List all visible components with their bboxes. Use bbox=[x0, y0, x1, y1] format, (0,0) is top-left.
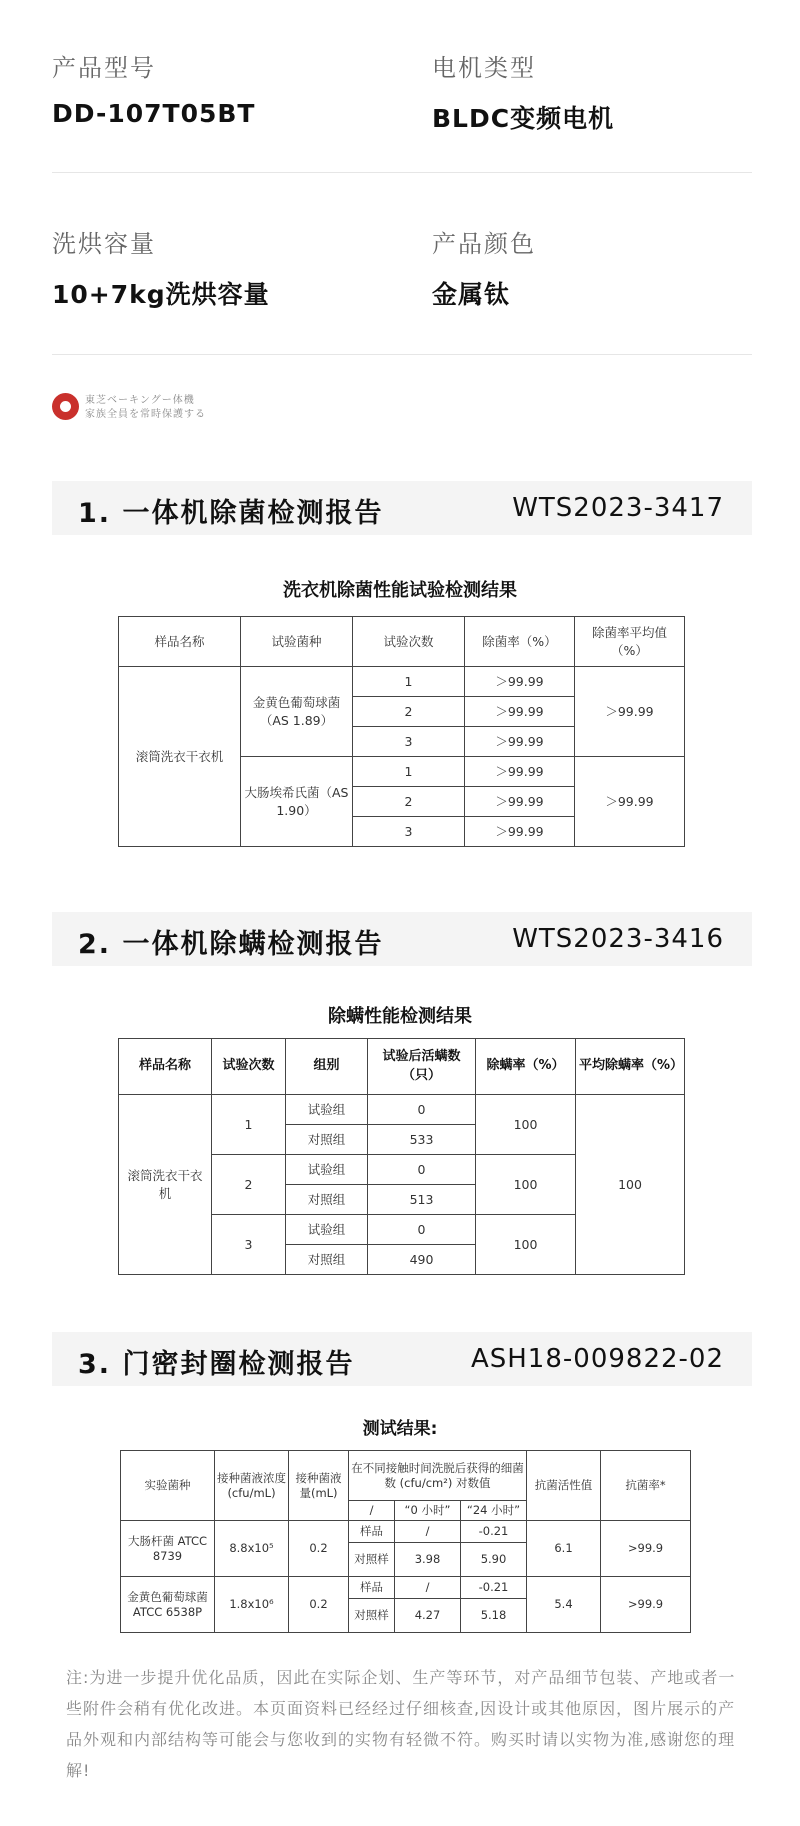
section-header-mite-removal bbox=[52, 912, 752, 966]
strain-name: 金黄色葡萄球菌（AS 1.89） bbox=[241, 667, 353, 757]
col-header: 样品名称 bbox=[119, 617, 241, 667]
trial-number: 2 bbox=[212, 1155, 286, 1215]
average-rate: ＞99.99 bbox=[575, 757, 685, 847]
spec-row-1 bbox=[52, 48, 752, 138]
disclaimer-note: 注:为进一步提升优化品质，因此在实际企划、生产等环节，对产品细节包装、产地或者一些附件会稍有优化改进。本页面资料已经经过仔细核查,因设计或其他原因，图片展示的产品外观和内部结构等可能会与您收到的实物有轻微不符。购买时请以实物为准,感谢您的理解! bbox=[66, 1668, 736, 1780]
section-title bbox=[78, 1342, 354, 1381]
divider bbox=[52, 172, 752, 173]
section-title bbox=[78, 922, 383, 961]
spec-motor bbox=[432, 48, 772, 135]
antibacterial-rate: >99.9 bbox=[601, 1521, 691, 1577]
mite-count: 490 bbox=[368, 1245, 476, 1275]
spec-model bbox=[52, 48, 392, 128]
removal-rate: 100 bbox=[476, 1155, 576, 1215]
count-24h: 5.90 bbox=[461, 1543, 527, 1577]
trial-number: 2 bbox=[353, 787, 465, 817]
count-0h: / bbox=[395, 1577, 461, 1599]
col-header: 试验次数 bbox=[353, 617, 465, 667]
removal-rate: 100 bbox=[476, 1095, 576, 1155]
trial-number: 3 bbox=[353, 727, 465, 757]
spec-label: 产品型号 bbox=[52, 54, 156, 82]
table-title: 除螨性能检测结果 bbox=[328, 1006, 472, 1027]
sample-type: 对照样 bbox=[349, 1543, 395, 1577]
group-name: 试验组 bbox=[286, 1215, 368, 1245]
trial-number: 2 bbox=[353, 697, 465, 727]
count-0h: 3.98 bbox=[395, 1543, 461, 1577]
trial-number: 1 bbox=[353, 667, 465, 697]
col-header: 试验菌种 bbox=[241, 617, 353, 667]
table-title: 测试结果: bbox=[362, 1419, 438, 1439]
count-24h: -0.21 bbox=[461, 1577, 527, 1599]
average-rate: 100 bbox=[576, 1095, 685, 1275]
table-row bbox=[121, 1577, 691, 1599]
strain-name: 大肠杆菌 ATCC 8739 bbox=[121, 1521, 215, 1577]
col-header: 平均除螨率（%） bbox=[576, 1039, 685, 1095]
col-header: 除菌率平均值（%） bbox=[575, 617, 685, 667]
spec-value: BLDC变频电机 bbox=[432, 104, 615, 133]
section-header-sterilization bbox=[52, 481, 752, 535]
removal-rate: ＞99.99 bbox=[465, 727, 575, 757]
brand-logo bbox=[52, 393, 352, 423]
col-subheader: “0 小时” bbox=[395, 1501, 461, 1521]
antibacterial-activity: 6.1 bbox=[527, 1521, 601, 1577]
count-24h: 5.18 bbox=[461, 1599, 527, 1633]
removal-rate: 100 bbox=[476, 1215, 576, 1275]
brand-logo-icon bbox=[52, 393, 79, 420]
spec-label: 洗烘容量 bbox=[52, 230, 156, 258]
table-row bbox=[119, 1095, 685, 1125]
col-header: 抗菌率* bbox=[601, 1451, 691, 1521]
brand-tagline-line2: 家族全員を常時保護する bbox=[85, 409, 206, 420]
table-row bbox=[119, 667, 685, 697]
col-header: 组别 bbox=[286, 1039, 368, 1095]
section-number: 1. bbox=[78, 498, 112, 529]
inoculum-volume: 0.2 bbox=[289, 1577, 349, 1633]
sample-type: 样品 bbox=[349, 1577, 395, 1599]
mite-count: 513 bbox=[368, 1185, 476, 1215]
section-number: 2. bbox=[78, 929, 112, 960]
col-header: 试验后活螨数（只） bbox=[368, 1039, 476, 1095]
removal-rate: ＞99.99 bbox=[465, 817, 575, 847]
spec-value: 10+7kg洗烘容量 bbox=[52, 280, 270, 309]
door-seal-table bbox=[120, 1450, 691, 1633]
col-header: 实验菌种 bbox=[121, 1451, 215, 1521]
section-title bbox=[78, 491, 383, 530]
col-header: 试验次数 bbox=[212, 1039, 286, 1095]
sample-type: 样品 bbox=[349, 1521, 395, 1543]
mite-count: 0 bbox=[368, 1095, 476, 1125]
section-number: 3. bbox=[78, 1349, 112, 1380]
trial-number: 1 bbox=[212, 1095, 286, 1155]
col-header: 在不同接触时间洗脱后获得的细菌数 (cfu/cm²) 对数值 bbox=[349, 1451, 527, 1501]
removal-rate: ＞99.99 bbox=[465, 697, 575, 727]
spec-capacity bbox=[52, 224, 392, 311]
trial-number: 1 bbox=[353, 757, 465, 787]
count-24h: -0.21 bbox=[461, 1521, 527, 1543]
report-code: WTS2023-3416 bbox=[512, 924, 724, 954]
divider bbox=[52, 354, 752, 355]
inoculum-concentration: 1.8x10⁶ bbox=[215, 1577, 289, 1633]
report-code: ASH18-009822-02 bbox=[470, 1344, 724, 1374]
col-header: 样品名称 bbox=[119, 1039, 212, 1095]
brand-tagline-line1: 東芝ベーキングー体機 bbox=[85, 395, 195, 406]
sterilization-table bbox=[118, 616, 685, 847]
section-title-text: 门密封圈检测报告 bbox=[122, 1349, 355, 1380]
spec-value: DD-107T05BT bbox=[52, 99, 256, 128]
group-name: 试验组 bbox=[286, 1155, 368, 1185]
section-title-text: 一体机除螨检测报告 bbox=[122, 929, 384, 960]
col-header: 除菌率（%） bbox=[465, 617, 575, 667]
report-code: WTS2023-3417 bbox=[512, 493, 724, 523]
brand-tagline bbox=[85, 394, 206, 422]
antibacterial-rate: >99.9 bbox=[601, 1577, 691, 1633]
spec-label: 电机类型 bbox=[432, 54, 536, 82]
section-header-door-seal bbox=[52, 1332, 752, 1386]
inoculum-volume: 0.2 bbox=[289, 1521, 349, 1577]
sample-name: 滚筒洗衣干衣机 bbox=[119, 667, 241, 847]
trial-number: 3 bbox=[212, 1215, 286, 1275]
trial-number: 3 bbox=[353, 817, 465, 847]
removal-rate: ＞99.99 bbox=[465, 667, 575, 697]
spec-row-2 bbox=[52, 224, 752, 314]
spec-color bbox=[432, 224, 772, 311]
sample-type: 对照样 bbox=[349, 1599, 395, 1633]
col-subheader: “24 小时” bbox=[461, 1501, 527, 1521]
col-header: 抗菌活性值 bbox=[527, 1451, 601, 1521]
spec-value: 金属钛 bbox=[432, 280, 511, 309]
section-title-text: 一体机除菌检测报告 bbox=[122, 498, 384, 529]
col-subheader: / bbox=[349, 1501, 395, 1521]
count-0h: / bbox=[395, 1521, 461, 1543]
inoculum-concentration: 8.8x10⁵ bbox=[215, 1521, 289, 1577]
antibacterial-activity: 5.4 bbox=[527, 1577, 601, 1633]
mite-removal-table bbox=[118, 1038, 685, 1275]
group-name: 试验组 bbox=[286, 1095, 368, 1125]
removal-rate: ＞99.99 bbox=[465, 787, 575, 817]
sample-name: 滚筒洗衣干衣机 bbox=[119, 1095, 212, 1275]
group-name: 对照组 bbox=[286, 1185, 368, 1215]
average-rate: ＞99.99 bbox=[575, 667, 685, 757]
strain-name: 金黄色葡萄球菌 ATCC 6538P bbox=[121, 1577, 215, 1633]
count-0h: 4.27 bbox=[395, 1599, 461, 1633]
spec-label: 产品颜色 bbox=[432, 230, 536, 258]
mite-count: 533 bbox=[368, 1125, 476, 1155]
col-header: 除螨率（%） bbox=[476, 1039, 576, 1095]
mite-count: 0 bbox=[368, 1155, 476, 1185]
group-name: 对照组 bbox=[286, 1125, 368, 1155]
table-row bbox=[121, 1521, 691, 1543]
removal-rate: ＞99.99 bbox=[465, 757, 575, 787]
col-header: 接种菌液量(mL) bbox=[289, 1451, 349, 1521]
group-name: 对照组 bbox=[286, 1245, 368, 1275]
strain-name: 大肠埃希氏菌（AS 1.90） bbox=[241, 757, 353, 847]
mite-count: 0 bbox=[368, 1215, 476, 1245]
col-header: 接种菌液浓度(cfu/mL) bbox=[215, 1451, 289, 1521]
table-title: 洗衣机除菌性能试验检测结果 bbox=[283, 580, 517, 601]
